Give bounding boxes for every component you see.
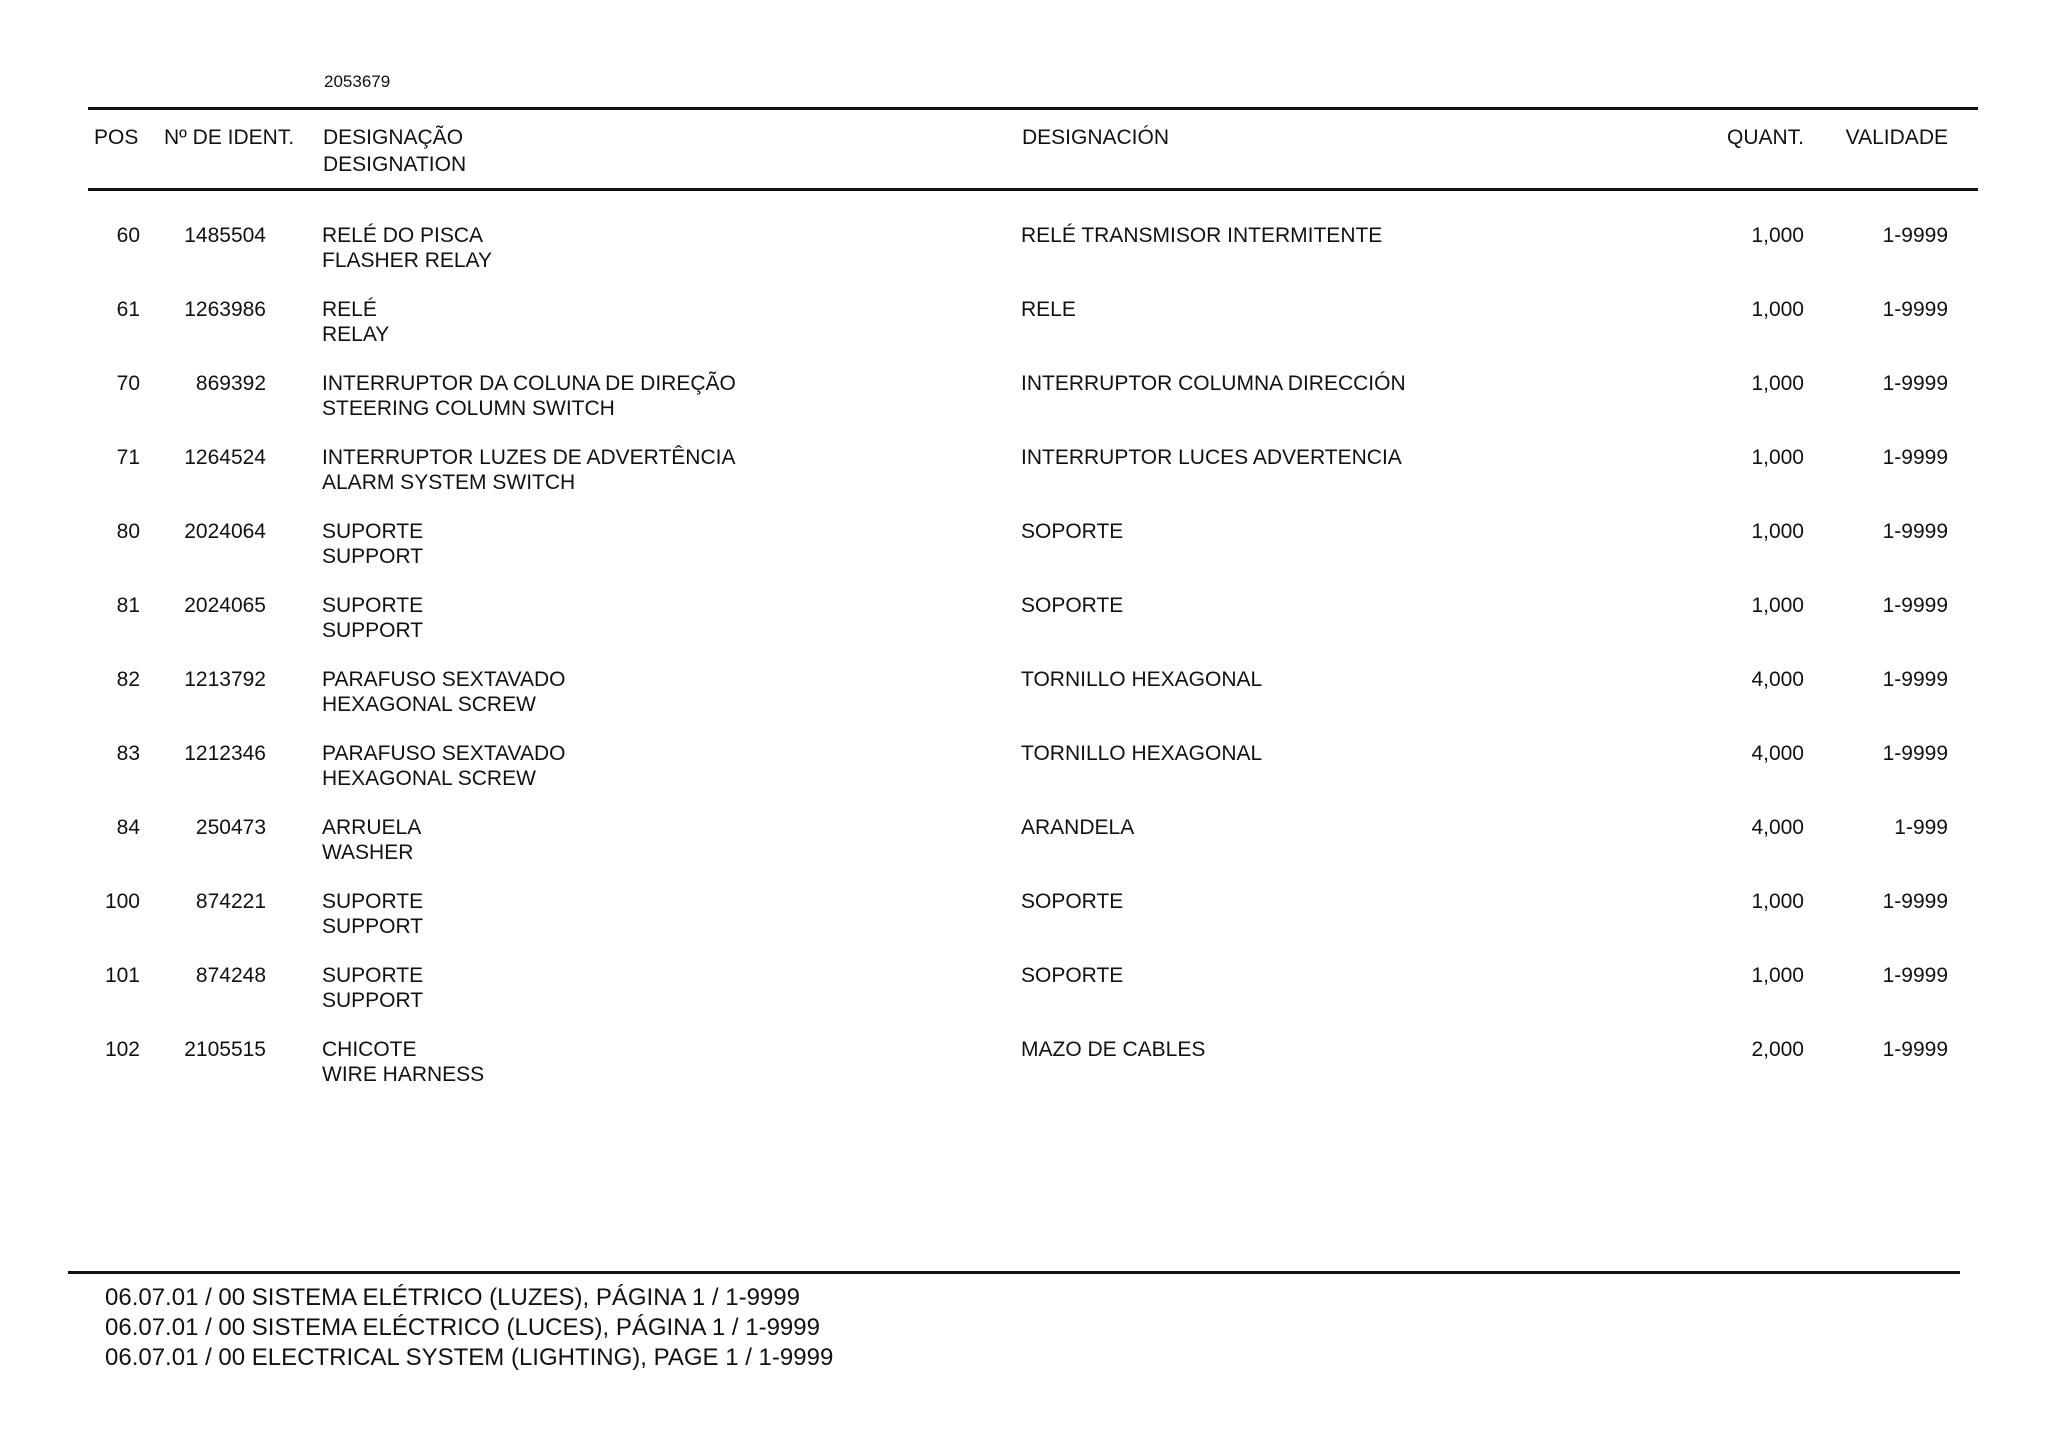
row-designacao-pt: PARAFUSO SEXTAVADO (322, 742, 566, 765)
table-row (0, 297, 2048, 371)
table-row (0, 1037, 2048, 1111)
row-designacao-pt: CHICOTE (322, 1038, 417, 1061)
row-pos: 71 (116, 446, 140, 469)
header-designation (323, 124, 466, 178)
row-designation-en: FLASHER RELAY (322, 249, 492, 272)
row-quantity: 1,000 (1751, 890, 1804, 913)
row-pos: 80 (116, 520, 140, 543)
row-pos: 70 (116, 372, 140, 395)
row-validity: 1-9999 (1882, 890, 1948, 913)
header-designacao: DESIGNAÇÃO (323, 126, 464, 149)
row-validity: 1-9999 (1882, 1038, 1948, 1061)
row-validity: 1-9999 (1882, 964, 1948, 987)
table-row (0, 593, 2048, 667)
row-pos: 101 (104, 964, 140, 987)
row-quantity: 1,000 (1751, 520, 1804, 543)
row-designation-en: HEXAGONAL SCREW (322, 693, 536, 716)
row-designation-en: ALARM SYSTEM SWITCH (322, 471, 576, 494)
row-validity: 1-9999 (1882, 298, 1948, 321)
table-row (0, 371, 2048, 445)
row-designacao-pt: RELÉ DO PISCA (322, 224, 484, 247)
row-designation-en: SUPPORT (322, 545, 424, 568)
row-designacao-pt: ARRUELA (322, 816, 422, 839)
table-row (0, 445, 2048, 519)
row-ident-number: 2024064 (184, 520, 266, 543)
row-designacion-es: INTERRUPTOR COLUMNA DIRECCIÓN (1021, 372, 1406, 395)
row-quantity: 4,000 (1751, 742, 1804, 765)
row-ident-number: 2105515 (184, 1038, 266, 1061)
row-designation (322, 667, 566, 717)
row-quantity: 1,000 (1751, 964, 1804, 987)
row-designation-en: WIRE HARNESS (322, 1063, 485, 1086)
row-ident-number: 2024065 (184, 594, 266, 617)
row-validity: 1-9999 (1882, 742, 1948, 765)
row-designacao-pt: SUPORTE (322, 520, 424, 543)
row-designacion-es: INTERRUPTOR LUCES ADVERTENCIA (1021, 446, 1402, 469)
row-designacao-pt: SUPORTE (322, 594, 424, 617)
row-validity: 1-9999 (1882, 594, 1948, 617)
header-quant: QUANT. (1726, 126, 1804, 149)
row-quantity: 4,000 (1751, 668, 1804, 691)
row-quantity: 1,000 (1751, 594, 1804, 617)
row-ident-number: 250473 (195, 816, 266, 839)
page-footer (105, 1283, 833, 1373)
row-validity: 1-9999 (1882, 520, 1948, 543)
footer-line-es: 06.07.01 / 00 SISTEMA ELÉCTRICO (LUCES), PÁGINA 1 / 1-9999 (105, 1314, 820, 1341)
header-rule (88, 188, 1978, 191)
row-designacao-pt: PARAFUSO SEXTAVADO (322, 668, 566, 691)
row-validity: 1-9999 (1882, 224, 1948, 247)
table-row (0, 815, 2048, 889)
row-designation-en: HEXAGONAL SCREW (322, 767, 536, 790)
row-designacao-pt: SUPORTE (322, 964, 424, 987)
row-validity: 1-9999 (1882, 446, 1948, 469)
header-validade: VALIDADE (1845, 126, 1948, 149)
row-designation (322, 445, 735, 495)
row-pos: 81 (116, 594, 140, 617)
header-pos: POS (94, 126, 139, 149)
row-pos: 82 (116, 668, 140, 691)
table-row (0, 223, 2048, 297)
row-designacao-pt: INTERRUPTOR LUZES DE ADVERTÊNCIA (322, 446, 736, 469)
row-designation-en: SUPPORT (322, 989, 424, 1012)
row-ident-number: 869392 (195, 372, 266, 395)
row-quantity: 1,000 (1751, 446, 1804, 469)
row-pos: 84 (116, 816, 140, 839)
row-ident-number: 1213792 (184, 668, 266, 691)
footer-line-pt: 06.07.01 / 00 SISTEMA ELÉTRICO (LUZES), PÁGINA 1 / 1-9999 (105, 1284, 800, 1311)
row-validity: 1-999 (1894, 816, 1948, 839)
row-ident-number: 1264524 (184, 446, 266, 469)
row-ident-number: 1263986 (184, 298, 266, 321)
row-designation (322, 1037, 484, 1087)
row-pos: 60 (116, 224, 140, 247)
row-designacion-es: TORNILLO HEXAGONAL (1021, 742, 1263, 765)
row-designacion-es: SOPORTE (1021, 964, 1124, 987)
row-designation (322, 889, 423, 939)
row-designacao-pt: RELÉ (322, 298, 377, 321)
row-quantity: 1,000 (1751, 372, 1804, 395)
row-designation (322, 963, 423, 1013)
top-rule (88, 107, 1978, 110)
row-designacion-es: ARANDELA (1021, 816, 1135, 839)
header-designacion: DESIGNACIÓN (1022, 126, 1170, 149)
row-pos: 102 (104, 1038, 140, 1061)
row-ident-number: 874248 (195, 964, 266, 987)
row-pos: 83 (116, 742, 140, 765)
footer-rule (68, 1271, 1960, 1274)
row-designacion-es: SOPORTE (1021, 520, 1124, 543)
row-validity: 1-9999 (1882, 668, 1948, 691)
row-designacion-es: RELE (1021, 298, 1076, 321)
row-validity: 1-9999 (1882, 372, 1948, 395)
row-pos: 100 (104, 890, 140, 913)
row-quantity: 2,000 (1751, 1038, 1804, 1061)
header-ident: Nº DE IDENT. (164, 126, 295, 149)
row-ident-number: 874221 (195, 890, 266, 913)
footer-line-en: 06.07.01 / 00 ELECTRICAL SYSTEM (LIGHTING), PAGE 1 / 1-9999 (105, 1344, 834, 1371)
table-row (0, 741, 2048, 815)
row-designation-en: SUPPORT (322, 619, 424, 642)
document-number: 2053679 (324, 72, 391, 91)
row-designacion-es: SOPORTE (1021, 594, 1124, 617)
table-row (0, 963, 2048, 1037)
row-quantity: 1,000 (1751, 224, 1804, 247)
row-quantity: 1,000 (1751, 298, 1804, 321)
row-ident-number: 1485504 (184, 224, 266, 247)
row-designation (322, 519, 423, 569)
row-designation (322, 371, 736, 421)
row-designation-en: RELAY (322, 323, 390, 346)
row-designacion-es: TORNILLO HEXAGONAL (1021, 668, 1263, 691)
row-designation (322, 593, 423, 643)
row-designation (322, 741, 566, 791)
row-quantity: 4,000 (1751, 816, 1804, 839)
row-designation-en: WASHER (322, 841, 414, 864)
row-designacion-es: MAZO DE CABLES (1021, 1038, 1206, 1061)
table-row (0, 667, 2048, 741)
row-designacion-es: SOPORTE (1021, 890, 1124, 913)
row-pos: 61 (116, 298, 140, 321)
row-designacao-pt: INTERRUPTOR DA COLUNA DE DIREÇÃO (322, 372, 736, 395)
row-ident-number: 1212346 (184, 742, 266, 765)
row-designation (322, 815, 421, 865)
row-designacao-pt: SUPORTE (322, 890, 424, 913)
table-row (0, 519, 2048, 593)
row-designation-en: SUPPORT (322, 915, 424, 938)
row-designation-en: STEERING COLUMN SWITCH (322, 397, 615, 420)
parts-table-body (0, 223, 2048, 1111)
row-designation (322, 297, 389, 347)
row-designation (322, 223, 492, 273)
table-row (0, 889, 2048, 963)
row-designacion-es: RELÉ TRANSMISOR INTERMITENTE (1021, 224, 1383, 247)
header-designation-en: DESIGNATION (323, 153, 467, 176)
